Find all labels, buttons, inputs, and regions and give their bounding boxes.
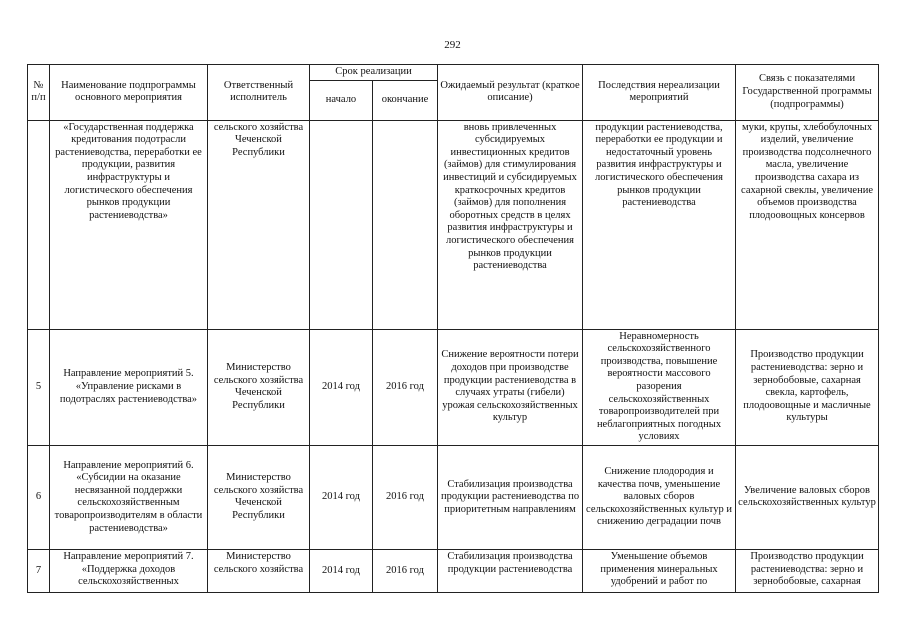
cell-consequences: Уменьшение объемов применения минеральных удобрений и работ по — [583, 549, 736, 592]
cell-end: 2016 год — [373, 445, 438, 549]
header-consequences: Последствия нереализации мероприятий — [583, 65, 736, 121]
cell-consequences: Неравномерность сельскохозяйственного производства, повышение вероятности массового разорения сельскохозяйственных товаропроизводителей при неблагоприятных погодных условиях — [583, 329, 736, 445]
cell-start — [310, 120, 373, 329]
cell-name: «Государственная поддержка кредитования подотрасли растениеводства, переработки ее продукции, развития инфраструктуры и логистического обеспечения рынков продукции растениеводства» — [50, 120, 208, 329]
cell-result: вновь привлеченных субсидируемых инвестиционных кредитов (займов) для стимулирования инвестиций и субсидируемых краткосрочных кредитов (займов) для пополнения оборотных средств в целях развития инфраструктуры и логистического обеспечения рынков продукции растениеводства — [438, 120, 583, 329]
cell-end — [373, 120, 438, 329]
table-row — [28, 549, 879, 592]
header-period: Срок реализации — [310, 65, 438, 81]
header-link: Связь с показателями Государственной программы (подпрограммы) — [736, 65, 879, 121]
cell-start: 2014 год — [310, 329, 373, 445]
header-start: начало — [310, 80, 373, 120]
cell-executor: Министерство сельского хозяйства Чеченской Республики — [208, 329, 310, 445]
table-row — [28, 120, 879, 329]
cell-link: Производство продукции растениеводства: зерно и зернобобовые, сахарная — [736, 549, 879, 592]
cell-start: 2014 год — [310, 445, 373, 549]
cell-num: 5 — [28, 329, 50, 445]
cell-result: Стабилизация производства продукции растениеводства по приоритетным направлениям — [438, 445, 583, 549]
header-num: № п/п — [28, 65, 50, 121]
cell-start: 2014 год — [310, 549, 373, 592]
cell-end: 2016 год — [373, 549, 438, 592]
cell-result: Снижение вероятности потери доходов при производстве продукции растениеводства в случаях утраты (гибели) урожая сельскохозяйственных культур — [438, 329, 583, 445]
cell-link: Увеличение валовых сборов сельскохозяйственных культур — [736, 445, 879, 549]
cell-result: Стабилизация производства продукции растениеводства — [438, 549, 583, 592]
table-row — [28, 329, 879, 445]
cell-num: 7 — [28, 549, 50, 592]
header-result: Ожидаемый результат (краткое описание) — [438, 65, 583, 121]
activities-table — [27, 64, 879, 593]
cell-name: Направление мероприятий 6. «Субсидии на оказание несвязанной поддержки сельскохозяйственным товаропроизводителям в области растениеводства» — [50, 445, 208, 549]
cell-num: 6 — [28, 445, 50, 549]
page-number: 292 — [444, 39, 461, 51]
cell-executor: Министерство сельского хозяйства Чеченской Республики — [208, 445, 310, 549]
cell-executor: Министерство сельского хозяйства — [208, 549, 310, 592]
cell-name: Направление мероприятий 7. «Поддержка доходов сельскохозяйственных — [50, 549, 208, 592]
cell-name: Направление мероприятий 5. «Управление рисками в подотраслях растениеводства» — [50, 329, 208, 445]
cell-link: Производство продукции растениеводства: зерно и зернобобовые, сахарная свекла, картофель, плодоовощные и масличные культуры — [736, 329, 879, 445]
cell-num — [28, 120, 50, 329]
cell-consequences: Снижение плодородия и качества почв, уменьшение валовых сборов сельскохозяйственных культур и снижению деградации почв — [583, 445, 736, 549]
cell-consequences: продукции растениеводства, переработки ее продукции и недостаточный уровень развития инфраструктуры и логистического обеспечения рынков продукции растениеводства — [583, 120, 736, 329]
table-row — [28, 445, 879, 549]
header-name: Наименование подпрограммы основного мероприятия — [50, 65, 208, 121]
cell-executor: сельского хозяйства Чеченской Республики — [208, 120, 310, 329]
header-executor: Ответственный исполнитель — [208, 65, 310, 121]
cell-link: муки, крупы, хлебобулочных изделий, увеличение производства подсолнечного масла, увеличение производства сахара из сахарной свеклы, увеличение объемов производства плодоовощных консервов — [736, 120, 879, 329]
cell-end: 2016 год — [373, 329, 438, 445]
header-end: окончание — [373, 80, 438, 120]
